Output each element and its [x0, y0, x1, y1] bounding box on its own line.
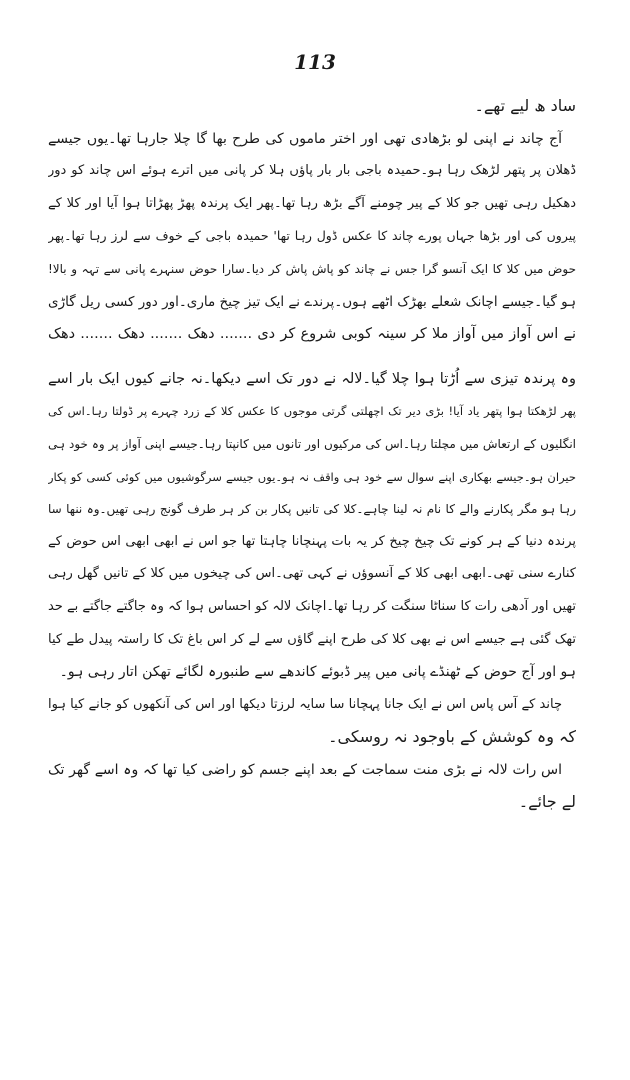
text-line: ڈھلان پر پتھر لڑھک رہا ہو۔حمیدہ باجی بار بار پاؤں ہلا کر پانی میں اترے ہوئے اس چاند کو دور: [48, 163, 576, 179]
text-line: کنارے سنی تھی۔ابھی ابھی کلا کے آنسوؤں نے کہی تھی۔اس کی چیخوں میں کلا کے تانیں گھل رہی: [48, 566, 576, 582]
text-line: کہ وہ کوشش کے باوجود نہ روسکی۔: [328, 727, 576, 747]
page-number: 113: [294, 50, 336, 74]
text-line: وہ پرندہ تیزی سے اُڑتا ہوا چلا گیا۔لالہ نے دور تک اسے دیکھا۔نہ جانے کیوں ایک بار اسے: [48, 370, 576, 387]
text-line: تھیں اور آدھی رات کا سناٹا سنگت کر رہا تھا۔اچانک لالہ کو احساس ہوا کہ وہ جاگتے جاگتے بے حد: [48, 598, 576, 614]
text-line: ہو اور آج حوض کے ٹھنڈے پانی میں پیر ڈبوئے کاندھے سے طنبورہ لگائے تھکن اتار رہی ہو۔: [59, 664, 576, 681]
text-line: پرندہ دنیا کے ہر کونے تک چیخ چیخ کر یہ بات پہنچانا چاہتا تھا جو اس نے ابھی ابھی اس حوض کے: [48, 533, 576, 549]
page-body: [48, 90, 576, 819]
text-line: رہا ہو مگر پکارنے والے کا نام نہ لینا چاہے۔کلا کی تانیں پکار بن کر ہر طرف گونج رہی تھیں۔وہ ننھا سا: [48, 502, 576, 517]
text-line: ہو گیا۔جیسے اچانک شعلے بھڑک اٹھے ہوں۔پرندے نے ایک تیز چیخ ماری۔اور دور کسی ریل گاڑی: [48, 293, 576, 310]
text-line: آج چاند نے اپنی لو بڑھادی تھی اور اختر ماموں کی طرح بھا گا چلا جارہا تھا۔یوں جیسے: [48, 130, 562, 147]
paragraph-gap: [48, 351, 576, 363]
text-line: پھر لڑھکتا ہوا پتھر یاد آیا! بڑی دیر تک اچھلتی گرتی موجوں کا عکس کلا کے زرد چہرے پر ڈولتا رہا۔اس کی: [48, 404, 576, 419]
text-line: نے اس آواز میں آواز ملا کر سینہ کوبی شروع کر دی ....... دھک ....... دھک ....... دھک: [48, 326, 576, 343]
text-line: دھکیل رہی تھیں جو کلا کے پیر چومنے آگے بڑھ رہا تھا۔پھر ایک پرندہ پھڑ پھڑاتا ہوا آیا اور کلا کے: [48, 195, 576, 211]
text-line: حوض میں کلا کا ایک آنسو گرا جس نے چاند کو پاش پاش کر دیا۔سارا حوض سنہرے پانی سے تہہ و بالا!: [48, 261, 576, 276]
text-line: انگلیوں کے ارتعاش میں مچلتا رہا۔اس کی مرکیوں اور تانوں میں کانپتا رہا۔جیسے اپنی آواز پر وہ خود ہی: [48, 436, 576, 451]
text-line: چاند کے آس پاس اس نے ایک جانا پہچانا سا سایہ لرزتا دیکھا اور اس کی آنکھوں کو جانے کیا ہوا: [48, 696, 562, 712]
text-line: اس رات لالہ نے بڑی منت سماجت کے بعد اپنے جسم کو راضی کیا تھا کہ وہ اسے گھر تک: [48, 761, 562, 778]
text-line: ساد ھ لیے تھے۔: [474, 96, 576, 115]
text-line: تھک گئی ہے جیسے اس نے بھی کلا کی طرح اپنے گاؤں سے لے کر اس باغ تک کا راستہ پیدل طے کیا: [48, 631, 576, 647]
text-line: حیران ہو۔جیسے بھکاری اپنے سوال سے خود ہی واقف نہ ہو۔یوں جیسے سرگوشیوں میں کوئی کسی کو پکار: [48, 469, 576, 484]
text-line: پیروں کی اور بڑھا جہاں پورے چاند کا عکس ڈول رہا تھا' حمیدہ باجی کے خوف سے لرز رہا تھا۔پھر: [48, 228, 576, 244]
text-line: لے جائے۔: [518, 792, 576, 812]
